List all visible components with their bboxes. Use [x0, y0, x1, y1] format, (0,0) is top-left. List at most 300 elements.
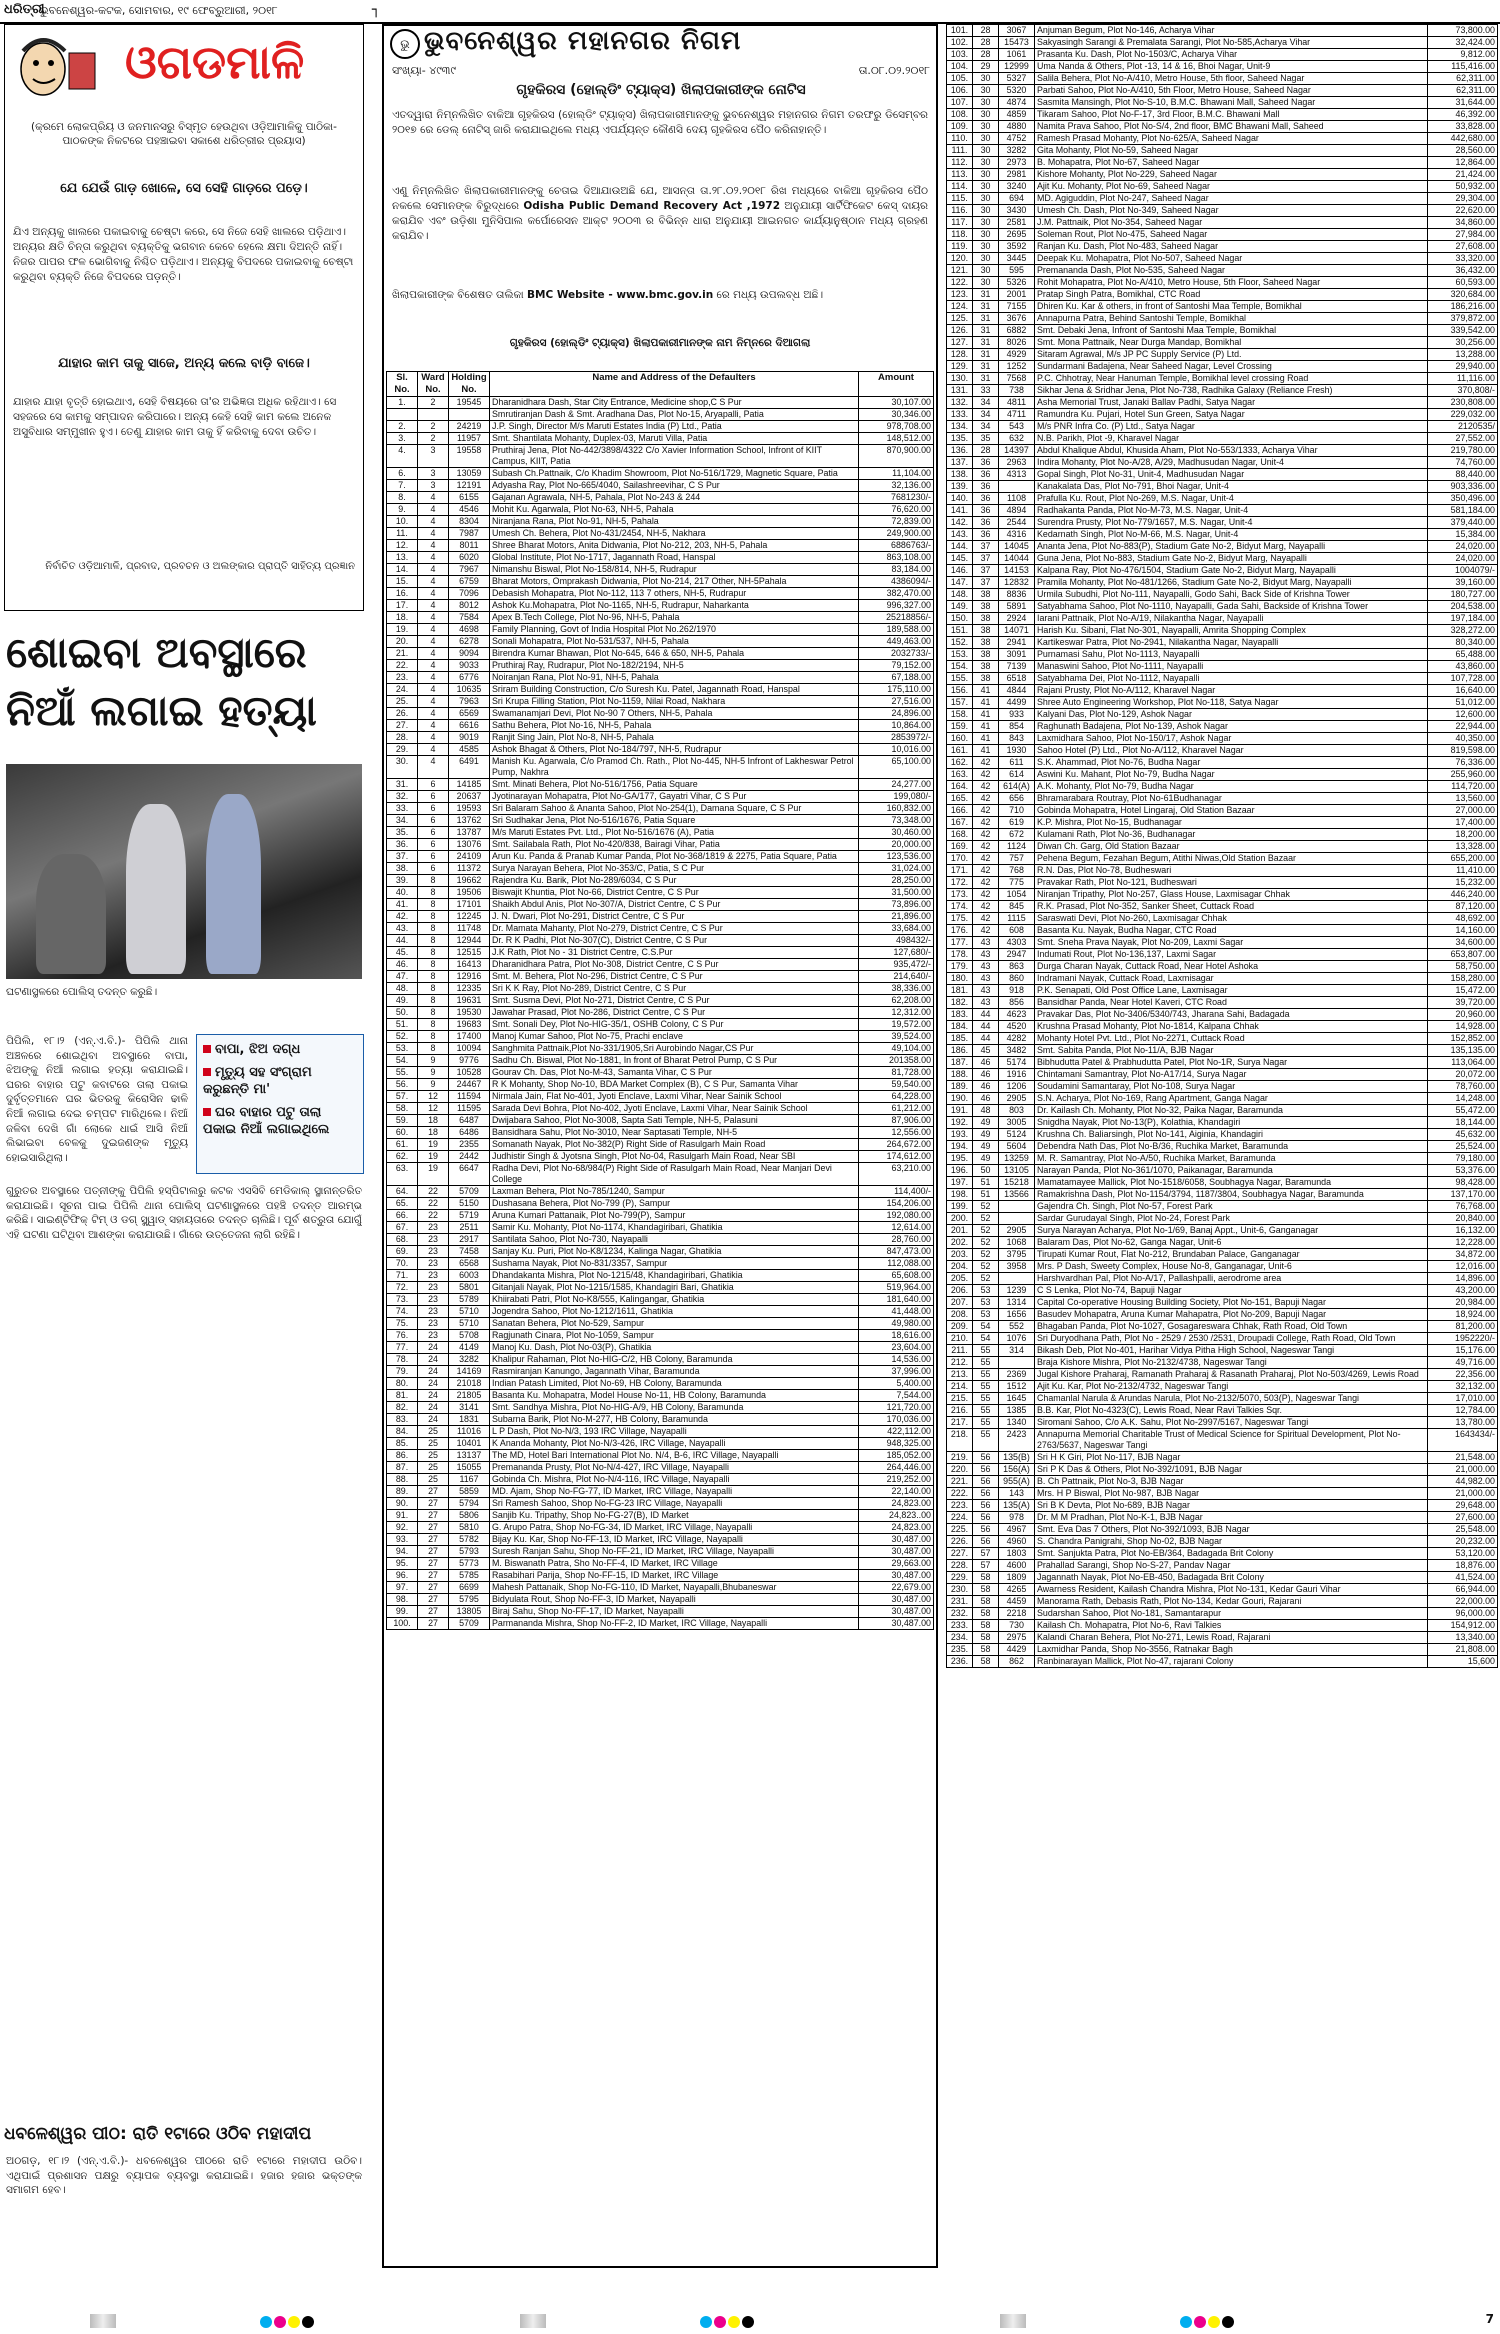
cell-name: Kishore Mohanty, Plot No-229, Saheed Nagar	[1035, 169, 1428, 181]
cell-holding: 2423	[999, 1429, 1035, 1452]
cell-name: Smrutiranjan Dash & Smt. Aradhana Das, Plot No-15, Aryapalli, Patia	[490, 409, 859, 421]
cell-holding: 1068	[999, 1237, 1035, 1249]
cell-amount: 65,100.00	[859, 756, 934, 779]
cell-name: Kanakalata Das, Plot No-791, Bhoi Nagar, Unit-4	[1035, 481, 1428, 493]
cell-holding: 3676	[999, 313, 1035, 325]
table-row	[387, 708, 934, 720]
cell-sl: 208.	[947, 1309, 973, 1321]
cell-name: K Ananda Mohanty, Plot No-N/3-426, IRC Village, Nayapalli	[490, 1438, 859, 1450]
cell-amount: 27,000.00	[1428, 805, 1498, 817]
defaulter-table	[386, 371, 934, 1630]
cell-sl: 100.	[387, 1618, 418, 1630]
table-row	[947, 1273, 1498, 1285]
cell-ward: 37	[973, 553, 999, 565]
cell-ward: 6	[418, 827, 449, 839]
cell-amount: 78,760.00	[1428, 1081, 1498, 1093]
cell-holding: 2369	[999, 1369, 1035, 1381]
cell-name: Gobinda Mohapatra, Hotel Lingaraj, Old Station Bazaar	[1035, 805, 1428, 817]
table-row	[387, 1222, 934, 1234]
cell-ward: 49	[973, 1129, 999, 1141]
cell-ward: 52	[973, 1225, 999, 1237]
cell-sl: 78.	[387, 1354, 418, 1366]
cell-ward: 9	[418, 1055, 449, 1067]
cell-ward: 56	[973, 1488, 999, 1500]
table-row	[947, 253, 1498, 265]
notice-para-1: ଏତଦ୍ୱାରା ନିମ୍ନଲିଖିତ ବାକିଆ ଗୃହକିରସ (ହୋଲ୍ଡିଂ ଟ୍ୟାକ୍ସ) ଖିଲାପକାରୀମାନଙ୍କୁ ଭୁବନେଶ୍ୱର ମହାନଗର ନିଗମ ତରଫରୁ ଡିସେମ୍ବର ୨୦୧୭ ରେ ଡେଲ୍ ନୋଟିସ୍ ଜାରି କରାଯାଇଥିଲେ ମଧ୍ୟ ଏପର୍ଯ୍ୟନ୍ତ କୌଣସି ଦେୟ ଗୃହକିରସ ପୈଠ କରିନାହାନ୍ତି।	[392, 109, 928, 136]
cell-name: Sanatan Behera, Plot No-529, Sampur	[490, 1318, 859, 1330]
cell-ward: 42	[973, 757, 999, 769]
cell-name: Sri H K Giri, Plot No-117, BJB Nagar	[1035, 1452, 1428, 1464]
notice-ref: ସଂଖ୍ୟା- ୪୯୩୯	[392, 64, 456, 77]
cell-ward: 8	[418, 923, 449, 935]
cell-name: Sushama Nayak, Plot No-831/3357, Sampur	[490, 1258, 859, 1270]
cell-sl: 62.	[387, 1151, 418, 1163]
cell-sl: 127.	[947, 337, 973, 349]
cell-amount: 154,206.00	[859, 1198, 934, 1210]
table-row	[947, 961, 1498, 973]
cell-holding: 3005	[999, 1117, 1035, 1129]
cell-ward: 2	[418, 433, 449, 445]
cell-holding: 3282	[999, 145, 1035, 157]
cell-amount: 175,110.00	[859, 684, 934, 696]
cell-amount: 446,240.00	[1428, 889, 1498, 901]
notice-title: ଭୁବନେଶ୍ୱର ମହାନଗର ନିଗମ	[424, 26, 742, 56]
table-row	[387, 899, 934, 911]
cell-holding: 1930	[999, 745, 1035, 757]
cell-ward: 23	[418, 1234, 449, 1246]
cell-sl: 169.	[947, 841, 973, 853]
cell-name: Smt. Sandhya Mishra, Plot No-HIG-A/9, HB Colony, Baramunda	[490, 1402, 859, 1414]
cell-name: Pehena Begum, Fezahan Begum, Atithi Niwas,Old Station Bazaar	[1035, 853, 1428, 865]
table-row	[387, 959, 934, 971]
cell-name: Soudamini Samantaray, Plot No-108, Surya Nagar	[1035, 1081, 1428, 1093]
cell-amount: 55,472.00	[1428, 1105, 1498, 1117]
table-row	[387, 1546, 934, 1558]
cell-sl: 161.	[947, 745, 973, 757]
table-row	[947, 649, 1498, 661]
cell-sl: 175.	[947, 913, 973, 925]
cell-holding: 611	[999, 757, 1035, 769]
cell-holding: 614(A)	[999, 781, 1035, 793]
cell-sl: 70.	[387, 1258, 418, 1270]
cell-amount: 204,538.00	[1428, 601, 1498, 613]
table-row	[947, 433, 1498, 445]
table-row	[947, 109, 1498, 121]
cell-ward: 51	[973, 1177, 999, 1189]
cell-amount: 24,020.00	[1428, 541, 1498, 553]
cell-name: Salila Behera, Plot No-A/410, Metro House, 5th floor, Saheed Nagar	[1035, 73, 1428, 85]
cell-sl: 219.	[947, 1452, 973, 1464]
cell-sl: 157.	[947, 697, 973, 709]
cell-holding: 14169	[449, 1366, 490, 1378]
cell-ward: 37	[973, 577, 999, 589]
cell-amount: 170,036.00	[859, 1414, 934, 1426]
cell-amount: 14,928.00	[1428, 1021, 1498, 1033]
table-row	[387, 1594, 934, 1606]
cell-ward: 38	[973, 637, 999, 649]
table-row	[387, 1186, 934, 1198]
table-row	[947, 361, 1498, 373]
cell-amount: 87,120.00	[1428, 901, 1498, 913]
cell-amount: 160,832.00	[859, 803, 934, 815]
table-row	[387, 1055, 934, 1067]
table-row	[947, 1261, 1498, 1273]
ogadamali-feature	[4, 24, 364, 611]
table-row	[947, 169, 1498, 181]
cell-sl: 214.	[947, 1381, 973, 1393]
cell-sl: 176.	[947, 925, 973, 937]
cell-holding: 156(A)	[999, 1464, 1035, 1476]
cell-amount: 30,107.00	[859, 397, 934, 409]
cell-amount: 15,384.00	[1428, 529, 1498, 541]
table-row	[947, 469, 1498, 481]
cell-ward: 30	[973, 241, 999, 253]
cell-holding: 4282	[999, 1033, 1035, 1045]
notice-para-3a: ଖିଲାପକାରୀଙ୍କ ବିଶେଷତ ତାଲିକା	[392, 289, 528, 301]
cell-name: Awarness Resident, Kailash Chandra Mishra, Plot No-131, Kedar Gauri Vihar	[1035, 1584, 1428, 1596]
cell-name: Smt. Sanjukta Patra, Plot No-EB/364, Badagada Brit Colony	[1035, 1548, 1428, 1560]
cell-name: Sri B K Devta, Plot No-689, BJB Nagar	[1035, 1500, 1428, 1512]
cell-ward: 58	[973, 1656, 999, 1668]
proverb-2: ଯାହାର କାମ ତାକୁ ସାଜେ, ଅନ୍ୟ କଲେ ବାଡ଼ି ବାଜେ।	[58, 356, 310, 371]
cell-ward: 31	[973, 337, 999, 349]
cell-amount: 174,612.00	[859, 1151, 934, 1163]
cell-holding: 543	[999, 421, 1035, 433]
cell-holding: 3141	[449, 1402, 490, 1414]
cell-sl: 229.	[947, 1572, 973, 1584]
cell-amount: 181,640.00	[859, 1294, 934, 1306]
cell-sl: 92.	[387, 1522, 418, 1534]
cell-holding: 11016	[449, 1426, 490, 1438]
table-row	[947, 721, 1498, 733]
cell-holding: 672	[999, 829, 1035, 841]
cell-amount: 34,600.00	[1428, 937, 1498, 949]
cell-ward: 43	[973, 937, 999, 949]
cell-name: Niranjan Tripathy, Plot No-257, Glass House, Laxmisagar Chhak	[1035, 889, 1428, 901]
cell-amount: 229,032.00	[1428, 409, 1498, 421]
cell-name: Asha Memorial Trust, Janaki Ballav Padhi, Satya Nagar	[1035, 397, 1428, 409]
cell-name: Umesh Ch. Behera, Plot No-431/2454, NH-5, Nakhara	[490, 528, 859, 540]
cell-holding: 4894	[999, 505, 1035, 517]
table-row	[947, 1620, 1498, 1632]
table-row	[947, 901, 1498, 913]
cell-sl: 177.	[947, 937, 973, 949]
cell-ward: 12	[418, 1091, 449, 1103]
cell-holding: 1385	[999, 1405, 1035, 1417]
cell-holding: 20637	[449, 791, 490, 803]
cell-ward: 27	[418, 1546, 449, 1558]
cell-amount: 31,500.00	[859, 887, 934, 899]
cell-amount: 76,768.00	[1428, 1201, 1498, 1213]
cell-ward: 8	[418, 935, 449, 947]
cell-ward: 4	[418, 576, 449, 588]
cell-sl: 6.	[387, 468, 418, 480]
cell-holding: 1831	[449, 1414, 490, 1426]
cell-holding: 4752	[999, 133, 1035, 145]
cell-holding: 6518	[999, 673, 1035, 685]
cell-holding: 918	[999, 985, 1035, 997]
cell-name: Smt. Mona Pattnaik, Near Durga Mandap, Bomikhal	[1035, 337, 1428, 349]
cell-name: Basudev Mohapatra, Aruna Kumar Mahapatra, Plot No-209, Bapuji Nagar	[1035, 1309, 1428, 1321]
cell-amount: 58,750.00	[1428, 961, 1498, 973]
cell-holding: 10401	[449, 1438, 490, 1450]
cell-sl: 159.	[947, 721, 973, 733]
table-row	[947, 733, 1498, 745]
cell-holding: 12832	[999, 577, 1035, 589]
cell-holding: 632	[999, 433, 1035, 445]
cell-amount: 22,679.00	[859, 1582, 934, 1594]
table-row	[947, 193, 1498, 205]
cell-holding: 1054	[999, 889, 1035, 901]
cell-holding: 12245	[449, 911, 490, 923]
cell-holding: 1239	[999, 1285, 1035, 1297]
cell-ward: 30	[973, 277, 999, 289]
cell-sl: 51.	[387, 1019, 418, 1031]
cell-holding: 17101	[449, 899, 490, 911]
cell-name: Subash Ch.Pattnaik, C/o Khadim Showroom, Plot No-516/1729, Magnetic Square, Patia	[490, 468, 859, 480]
table-row	[947, 913, 1498, 925]
cell-amount: 12,784.00	[1428, 1405, 1498, 1417]
cell-name: S.N. Acharya, Plot No-169, Rang Apartment, Ganga Nagar	[1035, 1093, 1428, 1105]
table-row	[947, 1201, 1498, 1213]
cell-amount: 113,064.00	[1428, 1057, 1498, 1069]
cell-amount: 449,463.00	[859, 636, 934, 648]
table-row	[947, 409, 1498, 421]
table-row	[947, 325, 1498, 337]
cell-ward: 22	[418, 1186, 449, 1198]
cell-sl: 66.	[387, 1210, 418, 1222]
registration-mark-icon	[90, 2314, 116, 2328]
cell-holding	[999, 1357, 1035, 1369]
table-row	[947, 1656, 1498, 1668]
cell-holding: 1803	[999, 1548, 1035, 1560]
table-row	[387, 1306, 934, 1318]
cell-amount: 12,228.00	[1428, 1237, 1498, 1249]
cell-amount: 180,727.00	[1428, 589, 1498, 601]
cell-sl: 226.	[947, 1536, 973, 1548]
table-row	[947, 1596, 1498, 1608]
cell-ward: 27	[418, 1498, 449, 1510]
cell-amount: 49,980.00	[859, 1318, 934, 1330]
table-row	[387, 863, 934, 875]
table-row	[947, 73, 1498, 85]
cell-amount: 43,860.00	[1428, 661, 1498, 673]
cell-name: Pravakar Das, Plot No-3406/5340/743, Jharana Sahi, Badagada	[1035, 1009, 1428, 1021]
cell-ward: 41	[973, 721, 999, 733]
table-row	[387, 827, 934, 839]
cell-name: Parmananda Mishra, Shop No-FF-2, ID Market, IRC Village, Nayapalli	[490, 1618, 859, 1630]
table-row	[387, 445, 934, 468]
cell-holding: 7096	[449, 588, 490, 600]
cell-name: Debendra Nath Das, Plot No-B/36, Ruchika Market, Baramunda	[1035, 1141, 1428, 1153]
table-row	[947, 745, 1498, 757]
cell-ward: 53	[973, 1309, 999, 1321]
table-row	[387, 1390, 934, 1402]
cell-holding: 4844	[999, 685, 1035, 697]
cell-name: Smt. Sailabala Rath, Plot No-420/838, Bairagi Vihar, Patia	[490, 839, 859, 851]
table-row	[947, 1021, 1498, 1033]
cell-name: S. Chandra Panigrahi, Shop No-02, BJB Nagar	[1035, 1536, 1428, 1548]
cell-holding: 5320	[999, 85, 1035, 97]
cell-sl: 122.	[947, 277, 973, 289]
cell-amount: 21,424.00	[1428, 169, 1498, 181]
cell-name: Ashok Ku.Mohapatra, Plot No-1165, NH-5, Rudrapur, Naharkanta	[490, 600, 859, 612]
cell-name: N.B. Parikh, Plot -9, Kharavel Nagar	[1035, 433, 1428, 445]
cell-sl: 148.	[947, 589, 973, 601]
cell-amount: 63,210.00	[859, 1163, 934, 1186]
cell-name: Prasanta Ku. Dash, Plot No-1503/C, Acharya Vihar	[1035, 49, 1428, 61]
cell-holding: 5773	[449, 1558, 490, 1570]
cell-sl: 39.	[387, 875, 418, 887]
table-row	[387, 1246, 934, 1258]
cell-sl: 163.	[947, 769, 973, 781]
notice-para-2b: ଅନୁଯାୟୀ ସାର୍ଟିଫିକେଟ କେସ୍ ଦାୟର କରାଯିବ ଏବଂ ଉଡ଼ିଶା ମୁନିସିପାଲ କର୍ପୋରେସନ ଆକ୍ଟ ୨୦୦୩ ର ବିଭିନ୍ନ ଧାରା ଅନୁଯାୟୀ ଆଇନଗତ କାର୍ଯ୍ୟାନୁଷ୍ଠାନ ମଧ୍ୟ ଗ୍ରହଣ କରାଯିବ।	[392, 200, 928, 242]
cell-name: Bidyulata Rout, Shop No-FF-3, ID Market, Nayapalli	[490, 1594, 859, 1606]
cell-sl: 69.	[387, 1246, 418, 1258]
cell-holding: 978	[999, 1512, 1035, 1524]
bmc-website-link[interactable]: BMC Website - www.bmc.gov.in	[527, 289, 714, 301]
cell-sl: 63.	[387, 1163, 418, 1186]
cell-ward: 36	[973, 517, 999, 529]
table-row	[947, 577, 1498, 589]
cell-amount: 442,680.00	[1428, 133, 1498, 145]
cell-sl: 34.	[387, 815, 418, 827]
cell-ward: 42	[973, 865, 999, 877]
cell-holding: 1916	[999, 1069, 1035, 1081]
table-row	[947, 1357, 1498, 1369]
cell-name: Satyabhama Sahoo, Plot No-1110, Nayapalli, Gada Sahi, Backside of Krishna Tower	[1035, 601, 1428, 613]
table-row	[947, 1213, 1498, 1225]
cell-holding: 710	[999, 805, 1035, 817]
cell-amount: 1952220/-	[1428, 1333, 1498, 1345]
cell-name: Bijay Ku. Kar, Shop No-FF-13, ID Market, IRC Village, Nayapalli	[490, 1534, 859, 1546]
cell-ward: 4	[418, 504, 449, 516]
cell-sl: 87.	[387, 1462, 418, 1474]
cell-name: Bikash Deb, Plot No-401, Harihar Vidya Pitha High School, Nageswar Tangi	[1035, 1345, 1428, 1357]
cell-name: J. N. Dwari, Plot No-291, District Centre, C S Pur	[490, 911, 859, 923]
cell-holding: 3482	[999, 1045, 1035, 1057]
cell-name: Pratap Singh Patra, Bomikhal, CTC Road	[1035, 289, 1428, 301]
cell-amount: 6886763/-	[859, 540, 934, 552]
cell-sl: 202.	[947, 1237, 973, 1249]
table-row	[947, 1464, 1498, 1476]
cell-holding: 6569	[449, 708, 490, 720]
table-row	[947, 1117, 1498, 1129]
cell-name: Sudarshan Sahoo, Plot No-181, Samantarapur	[1035, 1608, 1428, 1620]
cell-name: Braja Kishore Mishra, Plot No-2132/4738, Nageswar Tangi	[1035, 1357, 1428, 1369]
table-row	[947, 1225, 1498, 1237]
cell-amount: 66,944.00	[1428, 1584, 1498, 1596]
proverb-2-explanation: ଯାହାର ଯାହା ବୃତ୍ତି ହୋଇଥାଏ, ସେହି ବିଷୟରେ ତା'ର ଅଭିଜ୍ଞତା ଅଧିକ ରହିଥାଏ। ସେ ସହଜରେ ସେ କାମକୁ ସମ୍ପାଦନ କରିପାରେ। ଅନ୍ୟ କେହି ସେହି କାମ କଲେ ଅନେକ ଅସୁବିଧାର ସମ୍ମୁଖୀନ ହୁଏ। ତେଣୁ ଯାହାର କାମ ତାକୁ ହିଁ କରିବାକୁ ଦେବା ଉଚିତ।	[13, 396, 337, 438]
cell-name: Durga Charan Nayak, Cuttack Road, Near Hotel Ashoka	[1035, 961, 1428, 973]
cell-ward: 55	[973, 1345, 999, 1357]
cell-ward: 24	[418, 1354, 449, 1366]
cell-ward: 55	[973, 1357, 999, 1369]
cell-name: J.K Rath, Plot No - 31 District Centre, C.S.Pur	[490, 947, 859, 959]
cell-ward: 2	[418, 397, 449, 409]
cell-amount: 32,132.00	[1428, 1381, 1498, 1393]
table-row	[387, 480, 934, 492]
table-row	[387, 1498, 934, 1510]
cell-name: K.P. Mishra, Plot No-15, Budhanagar	[1035, 817, 1428, 829]
cell-sl: 60.	[387, 1127, 418, 1139]
cell-name: Annapurna Patra, Behind Santoshi Temple, Bomikhal	[1035, 313, 1428, 325]
cell-holding: 2963	[999, 457, 1035, 469]
cell-holding: 314	[999, 1345, 1035, 1357]
table-row	[387, 1043, 934, 1055]
cell-ward: 34	[973, 421, 999, 433]
table-row	[387, 1378, 934, 1390]
proverb-1-explanation: ଯିଏ ଅନ୍ୟକୁ ଖାଲରେ ପକାଇବାକୁ ଚେଷ୍ଟା କରେ, ସେ ନିଜେ ସେହି ଖାଲରେ ପଡ଼ିଥାଏ। ଅନ୍ୟର କ୍ଷତି ଚିନ୍ତା କରୁଥିବା ବ୍ୟକ୍ତିକୁ ଭଗବାନ କେବେ ହେଲେ କ୍ଷମା ଦିଅନ୍ତି ନାହିଁ। ନିଜର ପାପର ଫଳ ଭୋଗିବାକୁ ନିଶ୍ଚିତ ପଡ଼ିଥାଏ। ଅନ୍ୟକୁ ବିପଦରେ ପକାଇବାକୁ ଚେଷ୍ଟା କରୁଥିବା ବ୍ୟକ୍ତି ନିଜେ ବିପଦରେ ପଡ଼ନ୍ତି।	[13, 226, 354, 283]
cell-name: Laxmidhara Sahoo, Plot No-150/17, Ashok Nagar	[1035, 733, 1428, 745]
cell-sl: 171.	[947, 865, 973, 877]
cell-ward: 43	[973, 973, 999, 985]
highlight-box	[196, 1034, 364, 1174]
cell-amount: 41,448.00	[859, 1306, 934, 1318]
cell-ward: 4	[418, 564, 449, 576]
table-row	[387, 516, 934, 528]
cell-sl: 19.	[387, 624, 418, 636]
cell-name: Mohit Ku. Agarwala, Plot No-63, NH-5, Pahala	[490, 504, 859, 516]
registration-mark-icon	[520, 2314, 546, 2328]
cell-ward: 19	[418, 1163, 449, 1186]
cell-amount: 14,160.00	[1428, 925, 1498, 937]
cell-ward: 33	[973, 385, 999, 397]
cell-name: Krushna Ch. Baliarsingh, Plot No-141, Aiginia, Khandagiri	[1035, 1129, 1428, 1141]
cell-name: Sasmita Mansingh, Plot No-S-10, B.M.C. Bhawani Mall, Saheed Nagar	[1035, 97, 1428, 109]
cell-sl: 156.	[947, 685, 973, 697]
cell-name: Guna Jena, Plot No-883, Stadium Gate No-2, Bidyut Marg, Nayapalli	[1035, 553, 1428, 565]
table-row	[387, 528, 934, 540]
cell-sl: 232.	[947, 1608, 973, 1620]
cell-name: Surya Narayan Acharya, Plot No-1/69, Banaj Appt., Unit-6, Ganganagar	[1035, 1225, 1428, 1237]
cell-holding: 4698	[449, 624, 490, 636]
cell-sl: 25.	[387, 696, 418, 708]
cell-amount: 382,470.00	[859, 588, 934, 600]
cell-holding: 13259	[999, 1153, 1035, 1165]
cell-sl: 164.	[947, 781, 973, 793]
cell-ward: 52	[973, 1213, 999, 1225]
cell-holding: 5793	[449, 1546, 490, 1558]
cell-amount: 65,488.00	[1428, 649, 1498, 661]
cell-amount: 24,823.00	[859, 1522, 934, 1534]
cell-amount: 21,000.00	[1428, 1488, 1498, 1500]
cartoon-face-icon	[11, 33, 101, 103]
cell-holding: 6882	[999, 325, 1035, 337]
cell-ward: 41	[973, 733, 999, 745]
cell-name: M. R. Samantray, Plot No-A/50, Ruchika Market, Baramunda	[1035, 1153, 1428, 1165]
cell-holding: 845	[999, 901, 1035, 913]
cell-name: Sri Sudhakar Jena, Plot No-516/1676, Patia Square	[490, 815, 859, 827]
cell-name: Manoj Ku. Dash, Plot No-03(P), Ghatikia	[490, 1342, 859, 1354]
cell-name: Dr. M M Pradhan, Plot No-K-1, BJB Nagar	[1035, 1512, 1428, 1524]
cell-name: Namita Prava Sahoo, Plot No-S/4, 2nd floor, BMC Bhawani Mall, Saheed	[1035, 121, 1428, 133]
cell-name: Smt. Sabita Panda, Plot No-11/A, BJB Nagar	[1035, 1045, 1428, 1057]
cell-holding: 730	[999, 1620, 1035, 1632]
cell-holding: 7139	[999, 661, 1035, 673]
cell-holding: 8011	[449, 540, 490, 552]
cell-name: Rajendra Ku. Barik, Plot No-289/6034, C S Pur	[490, 875, 859, 887]
table-row	[387, 947, 934, 959]
cell-amount: 28,250.00	[859, 875, 934, 887]
table-row	[947, 1285, 1498, 1297]
table-row	[947, 625, 1498, 637]
cell-name: Kailash Ch. Mohapatra, Plot No-6, Ravi Talkies	[1035, 1620, 1428, 1632]
cell-name: Subarna Barik, Plot No-M-277, HB Colony, Baramunda	[490, 1414, 859, 1426]
cell-amount: 16,640.00	[1428, 685, 1498, 697]
cell-holding: 595	[999, 265, 1035, 277]
table-row	[387, 588, 934, 600]
